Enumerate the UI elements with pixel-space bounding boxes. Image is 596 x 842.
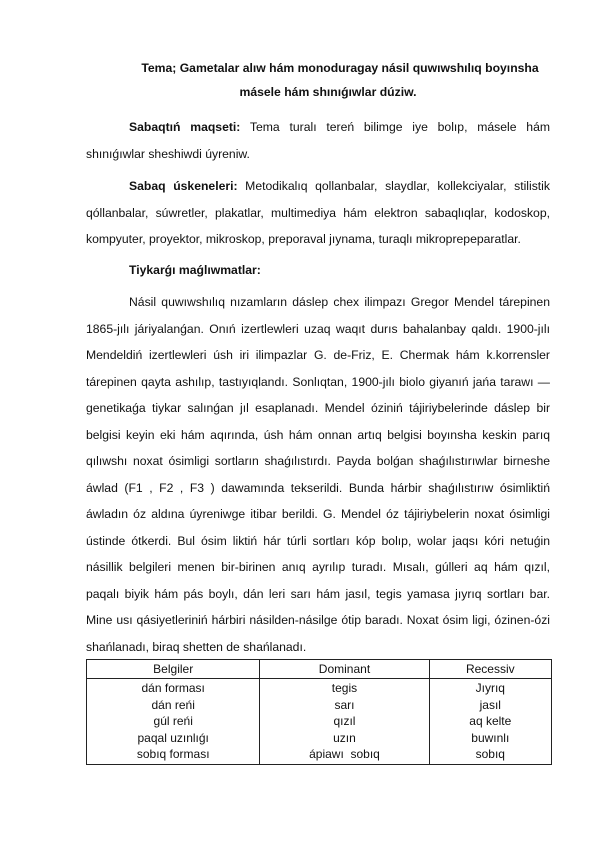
main-info-text: Násil quwıwshılıq nızamların dáslep chex ilimpazı Gregor Mendel tárepinen 1865-jılı járiyalanǵan. Onıń izertlewleri uzaq waqıt durıs bahalanbay qaldı. 1900-jılı Mendeldiń izertlewleri úsh iri ilimpazlar G. de-Friz, E. Chermak hám k.korrensler tárepinen qayta ashılıp, tastıyıqlandı. Sonlıqtan, 1900-jılı biolo giyanıń jańa tarawı — genetikaǵa tiykar salınǵan jıl esaplanadı. Mendel óziniń tájiriybelerinde dáslep bir belgisi keyin eki hám aqırında, úsh hám onnan artıq belgisi boyınsha keskin parıq qılıwshı noxat ósimligi sortların shaǵılıstırdı. Payda bolǵan shaǵılıstırıwlar birneshe áwlad (F1 , F2 , F3 ) dawamında tekserildi. Bunda hárbir shaǵılıstırıw ósimliktiń áwladın óz aldına úyreniwge itibar berildi. G. Mendel óz tájiriybelerin noxat ósimligi ústinde ótkerdi. Bul ósim liktiń hár túrli sortları kóp bolıp, wolar jaqsı kóri netuǵin násillik belgileri menen bir-birinen anıq ayrılıp turadı. Mısalı, gúlleri aq hám qızıl, paqalı biyik hám pás boylı, dán leri sarı hám jasıl, tegis yamasa jıyrıq sortları bar. Mine usı qásiyetleriniń hárbiri násilden-násilge ótip baradı. Noxat ósim ligi, ózinen-ózi shańlanadı, biraq shetten de shańlanadı. <box>86 295 550 654</box>
main-info-paragraph <box>86 289 550 660</box>
table-header-row <box>87 660 552 679</box>
dominant-cell <box>260 679 429 765</box>
traits-table <box>86 659 552 765</box>
recessiv-item: Jıyrıq <box>475 681 505 695</box>
belgiler-item: sobıq forması <box>136 747 210 761</box>
recessiv-item: jasıl <box>479 697 501 712</box>
dominant-item: qızıl <box>333 714 356 728</box>
belgiler-item: dán reńi <box>151 697 195 712</box>
dominant-item: ápiawı sobıq <box>309 747 380 761</box>
dominant-item: uzın <box>333 730 356 745</box>
goal-label: Sabaqtıń maqseti: <box>129 120 241 134</box>
equipment-label: Sabaq úskeneleri: <box>129 179 238 193</box>
title-line-1: Tema; Gametalar alıw hám monoduragay násil quwıwshılıq boyınsha <box>141 61 539 75</box>
equipment-paragraph <box>86 173 550 253</box>
document-title <box>86 56 550 104</box>
recessiv-item: sobıq <box>475 747 505 761</box>
header-belgiler: Belgiler <box>87 660 260 679</box>
goal-text: Tema turalı tereń bilimge iye bolıp, másele hám shınıǵıwlar sheshiwdi úyreniw. <box>86 120 550 161</box>
recessiv-item: aq kelte <box>469 714 512 728</box>
equipment-text: Metodikalıq qollanbalar, slaydlar, kollekciyalar, stilistik qóllanbalar, súwretler, plakatlar, multimediya hám elektron sabaqlıqlar, kodoskop, kompyuter, proyektor, mikroskop, preporaval jıynama, turaqlı mikroprepeparatlar. <box>86 179 550 246</box>
belgiler-item: gúl reńi <box>153 714 193 728</box>
belgiler-item: dán forması <box>141 681 205 695</box>
recessiv-cell <box>429 679 551 765</box>
belgiler-item: paqal uzınlıǵı <box>137 730 209 745</box>
recessiv-item: buwınlı <box>471 730 510 745</box>
title-line-2: másele hám shınıǵıwlar dúziw. <box>239 85 417 99</box>
dominant-item: tegis <box>331 681 358 695</box>
belgiler-cell <box>87 679 260 765</box>
dominant-item: sarı <box>334 697 355 712</box>
header-dominant: Dominant <box>260 660 429 679</box>
main-info-heading: Tiykarǵı maǵlıwmatlar: <box>129 263 261 277</box>
goal-paragraph <box>86 114 550 167</box>
header-recessiv: Recessiv <box>429 660 551 679</box>
table-row <box>87 679 552 765</box>
main-info-heading-paragraph <box>86 257 550 284</box>
